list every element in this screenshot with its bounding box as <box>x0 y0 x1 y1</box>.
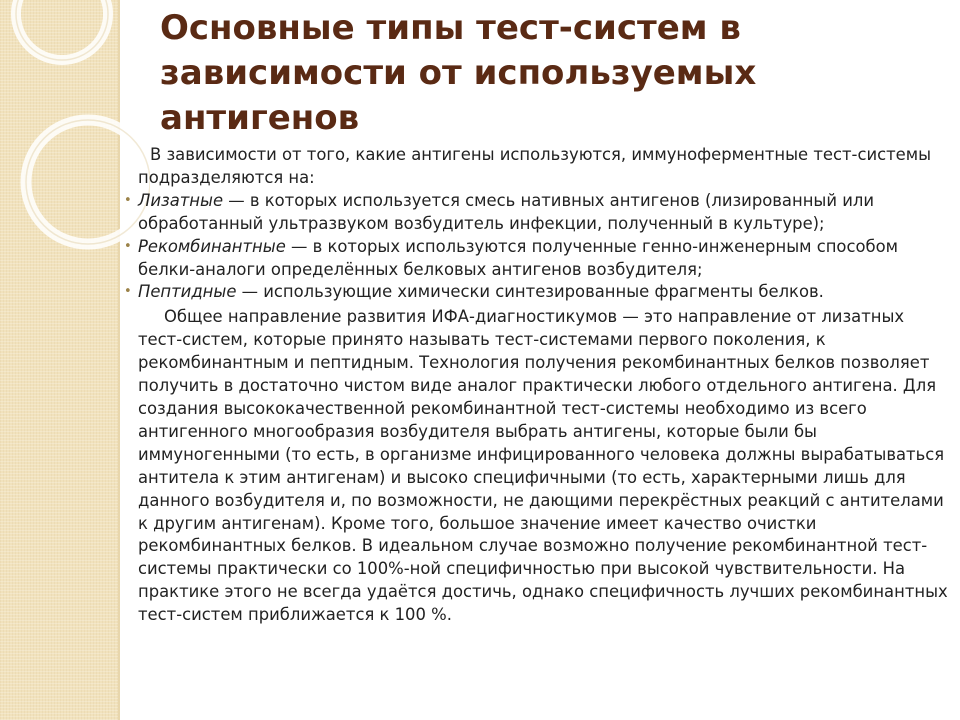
intro-text: В зависимости от того, какие антигены используются, иммуноферментные тест-системы подразделяются на: <box>138 145 932 187</box>
bullet-item-peptide <box>124 281 952 304</box>
bullet-icon: • <box>124 238 132 254</box>
bullet-icon: • <box>124 192 132 208</box>
bullet-text: — в которых используется смесь нативных антигенов (лизированный или обработанный ультразвуком возбудитель инфекции, полученный в культуре); <box>138 190 874 233</box>
bullet-term: Пептидные <box>138 282 237 302</box>
bullet-term: Рекомбинантные <box>138 236 286 256</box>
body-paragraph: Общее направление развития ИФА-диагностикумов — это направление от лизатных тест-систем, которые принято называть тест-системами первого поколения, к рекомбинантным и пептидным. Технология получения рекомбинантных белков позволяет получить в достаточно чистом виде аналог практически любого отдельного антигена. Для создания высококачественной рекомбинантной тест-системы необходимо из всего антигенного многообразия возбудителя выбрать антигены, которые были бы иммуногенными (то есть, в организме инфицированного человека должны вырабатываться антитела к этим антигенам) и высоко специфичными (то есть, характерными лишь для данного возбудителя и, по возможности, не дающими перекрёстных реакций с антителами к другим антигенам). Кроме того, большое значение имеет качество очистки рекомбинантных белков. В идеальном случае возможно получение рекомбинантной тест-системы практически со 100%-ной специфичностью при высокой чувствительности. На практике этого не всегда удаётся достичь, однако специфичность лучших рекомбинантных тест-систем приближается к 100 %. <box>138 307 948 625</box>
bullet-text: — в которых используются полученные генно-инженерным способом белки-аналоги определённых белковых антигенов возбудителя; <box>138 236 899 279</box>
bullet-item-lysate <box>124 190 952 236</box>
slide-title: Основные типы тест-систем в зависимости от используемых антигенов <box>160 8 757 138</box>
bullet-item-recombinant <box>124 236 952 282</box>
bullet-term: Лизатные <box>138 190 224 210</box>
decorative-ring-top <box>16 0 108 60</box>
bullet-icon: • <box>124 284 132 300</box>
slide-body <box>124 144 952 627</box>
bullet-text: — использующие химически синтезированные фрагменты белков. <box>236 282 824 302</box>
